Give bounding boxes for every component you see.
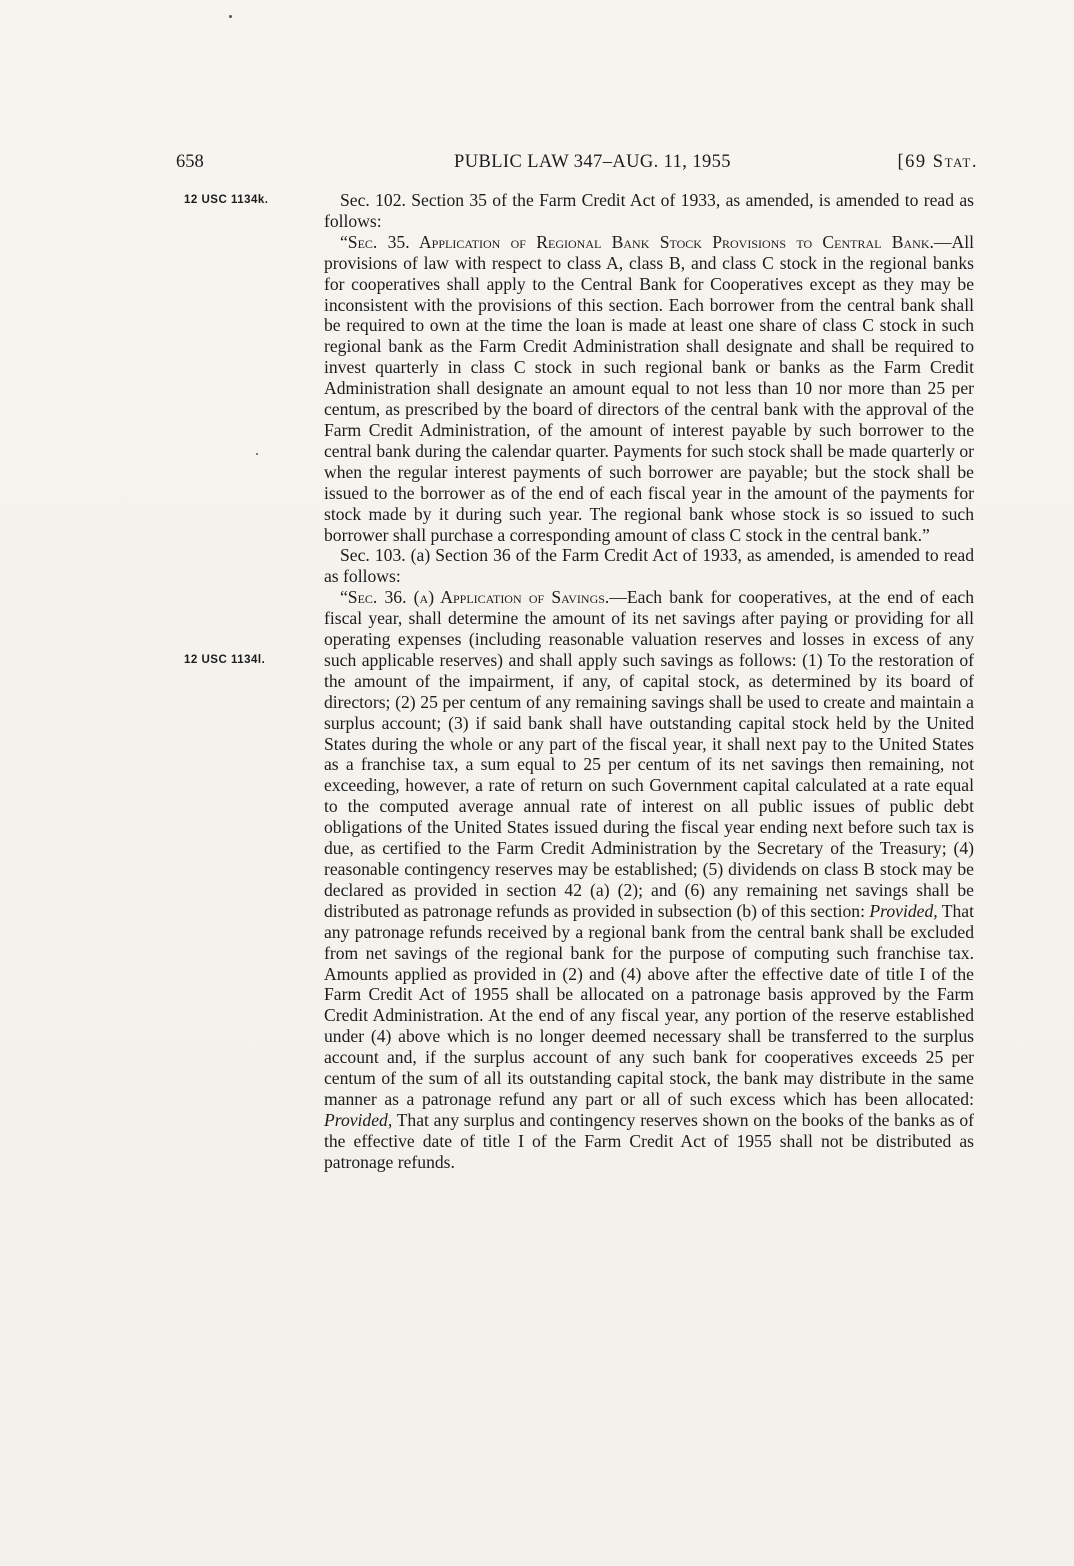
section-36-final-text: That any surplus and contingency reserves shown on the books of the banks as of the effective date of title I of the Farm Credit Act of 1955 shall not be distributed as patronage refunds. [324,1109,974,1172]
section-35-heading: “Sec. 35. Application of Regional Bank Stock Provisions to Central Bank.— [340,231,952,252]
proviso-word: Provided, [324,1109,393,1130]
running-title: PUBLIC LAW 347–AUG. 11, 1955 [454,152,731,172]
ink-speck [256,453,258,455]
section-36-proviso-text: That any patronage refunds received by a regional bank from the central bank shall be excluded from net savings of the regional bank for the purpose of computing such franchise tax. Amounts applied as provided in (2) and (4) above after the effective date of title I of the Farm Credit Act of 1955 shall be allocated on a patronage basis approved by the Farm Credit Administration. At the end of any fiscal year, any portion of the reserve established under (4) above which is no longer deemed necessary shall be transferred to the surplus account and, if the surplus account of any such bank for cooperatives exceeds 25 per centum of the sum of all its outstanding capital stock, the bank may distribute in the same manner as a patronage refund any part or all of such excess which has been allocated: [324,900,974,1109]
section-36-paragraph [324,587,974,1172]
section-35-paragraph [324,232,974,546]
section-35-text: All provisions of law with respect to class A, class B, and class C stock in the regional banks for cooperatives shall apply to the Central Bank for Cooperatives except as they may be inconsistent with the provisions of this section. Each borrower from the central bank shall be required to own at the time the loan is made at least one share of class C stock in such regional bank as the Farm Credit Administration shall designate and shall be required to invest quarterly in class C stock in such regional bank or banks as the Farm Credit Administration shall designate an amount equal to not less than 10 nor more than 25 per centum, as prescribed by the board of directors of the central bank with the approval of the Farm Credit Administration, of the amount of interest payable by such borrower to the central bank during the calendar quarter. Payments for such stock shall be made quarterly or when the regular interest payments of such borrower are payable; but the stock shall be issued to the borrower as of the end of each fiscal year in the amount of the payments for stock made by it during such year. The regional bank whose stock is so issued to such borrower shall purchase a corresponding amount of class C stock in the central bank.” [324,231,974,545]
page-number: 658 [176,152,204,172]
section-36-text: Each bank for cooperatives, at the end of each fiscal year, shall determine the amount of its net savings after paying or providing for all operating expenses (including reasonable valuation reserves and losses in excess of any such applicable reserves) and shall apply such savings as follows: (1) To the restoration of the amount of the impairment, if any, of capital stock, as determined by its board of directors; (2) 25 per centum of any remaining savings shall be used to create and maintain a surplus account; (3) if said bank shall have outstanding capital stock held by the United States during the whole or any part of the fiscal year, it shall next pay to the United States as a franchise tax, a sum equal to 25 per centum of its net savings then remaining, not exceeding, however, a rate of return on such Government capital calculated at a rate equal to the computed average annual rate of interest on all public issues of public debt obligations of the United States issued during the fiscal year ending next before such tax is due, as certified to the Farm Credit Administration by the Secretary of the Treasury; (4) reasonable contingency reserves may be established; (5) dividends on class B stock may be declared as provided in section 42 (a) (2); and (6) any remaining net savings shall be distributed as patronage refunds as provided in subsection (b) of this section: [324,587,974,921]
margin-citation: 12 USC 1134l. [184,654,266,666]
margin-citation: 12 USC 1134k. [184,194,269,206]
section-103-intro: Sec. 103. (a) Section 36 of the Farm Credit Act of 1933, as amended, is amended to read as follows: [324,545,974,587]
running-header [176,152,978,176]
proviso-word: Provided, [869,900,938,921]
section-102-intro: Sec. 102. Section 35 of the Farm Credit Act of 1933, as amended, is amended to read as follows: [324,190,974,231]
ink-speck [229,15,232,18]
statute-text [324,190,974,1173]
section-36-heading: “Sec. 36. (a) Application of Savings.— [340,587,627,608]
statute-volume: [69 Stat. [897,152,978,172]
